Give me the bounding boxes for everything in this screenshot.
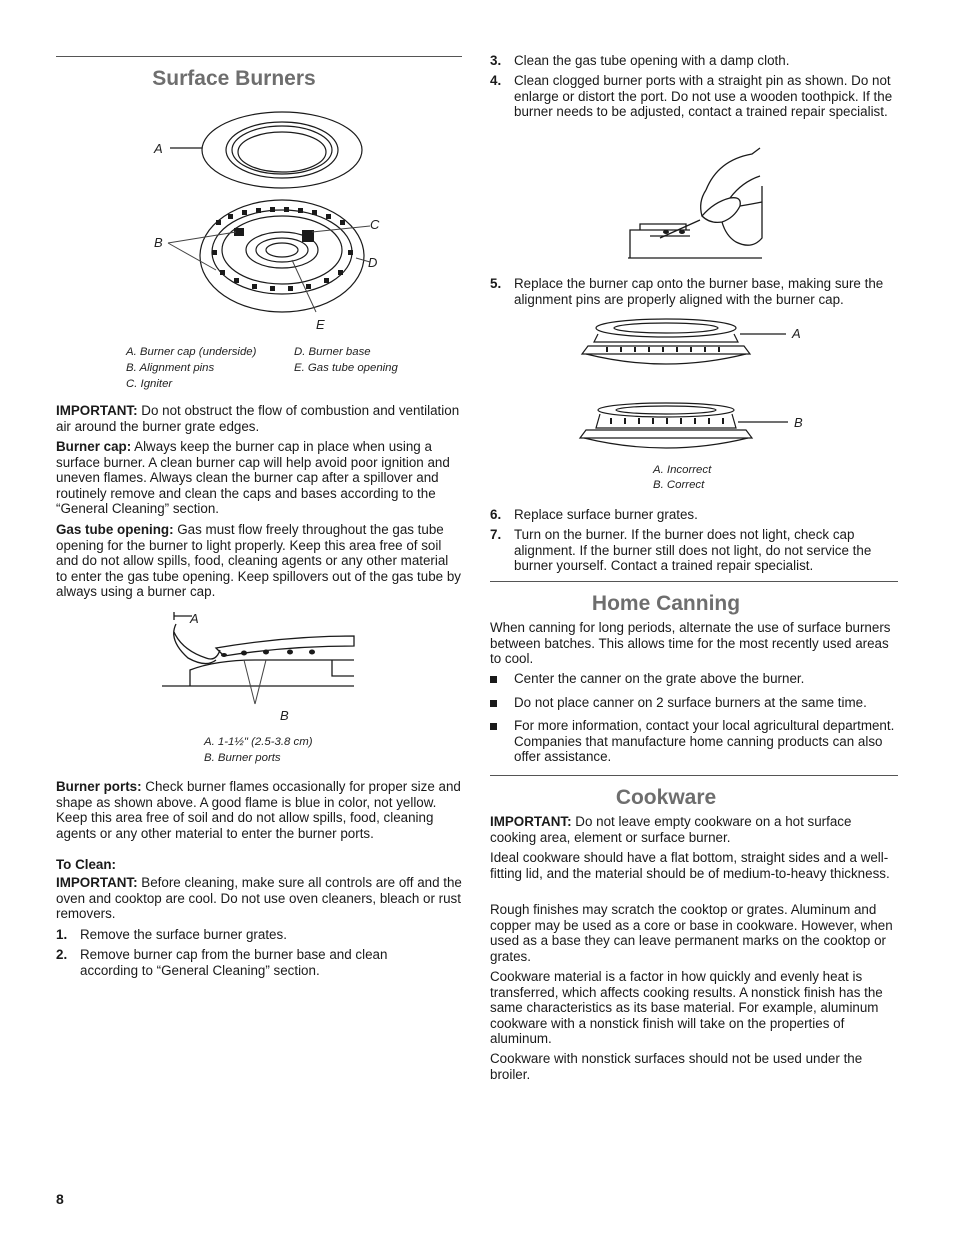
bullet-icon xyxy=(490,723,497,730)
section-divider xyxy=(56,56,462,57)
section-title-cookware: Cookware xyxy=(615,786,717,809)
cookware-paragraph: Rough finishes may scratch the cooktop or grates. Aluminum and copper may be used as a core or base in cookware. However, when used as a base they can leave permanent marks on the cooktop or grates. xyxy=(490,902,893,964)
figure-label-d: D xyxy=(368,255,378,270)
section-title-home-canning: Home Canning xyxy=(591,592,741,615)
to-clean-important: IMPORTANT: Before cleaning, make sure all controls are off and the oven and cooktop are cool. Do not use oven cleaners, bleach or rust removers. xyxy=(56,875,462,922)
cap-alignment-illustration xyxy=(490,312,898,462)
cookware-paragraph: Cookware material is a factor in how quickly and evenly heat is transferred, which affects cooking results. A nonstick finish has the same characteristics as its base material. For example, aluminum cookware with a nonstick finish will take on the properties of aluminum. xyxy=(490,969,883,1047)
burner-flame-illustration xyxy=(56,610,462,710)
gas-tube-paragraph: Gas tube opening: Gas must flow freely throughout the gas tube opening for the burner to light properly. Keep this area free of soil and do not allow spills, food, cleaning agents or any other material to enter the gas tube opening. Keep spillovers out of the gas tube by always using a burner cap. xyxy=(56,522,461,600)
section-divider xyxy=(490,775,898,776)
figure-label-c: C xyxy=(370,217,380,232)
section-divider xyxy=(490,581,898,582)
figure-label-a: A xyxy=(792,326,801,341)
figure-label-a: A xyxy=(190,611,199,626)
figure-label-b: B xyxy=(154,235,163,250)
cookware-important: IMPORTANT: Do not leave empty cookware on a hot surface cooking area, element or surface burner. xyxy=(490,814,852,845)
bullet-icon xyxy=(490,676,497,683)
bullet-icon xyxy=(490,700,497,707)
to-clean-heading: To Clean: xyxy=(56,857,117,872)
pin-cleaning-illustration xyxy=(490,146,898,266)
section-title-surface-burners: Surface Burners xyxy=(152,67,316,90)
burner-assembly-illustration xyxy=(56,100,462,330)
figure-label-b: B xyxy=(794,415,803,430)
figure-label-b: B xyxy=(280,708,289,723)
burner-ports-paragraph: Burner ports: Check burner flames occasionally for proper size and shape as shown above. A good flame is blue in color, not yellow. Keep this area free of soil and do not allow spills, food, cleaning agents or any other material to enter the burner ports. xyxy=(56,779,461,841)
cookware-paragraph: Cookware with nonstick surfaces should not be used under the broiler. xyxy=(490,1051,863,1082)
important-note: IMPORTANT: Do not obstruct the flow of combustion and ventilation air around the burner grate edges. xyxy=(56,403,460,434)
figure-label-e: E xyxy=(316,317,325,332)
burner-cap-paragraph: Burner cap: Always keep the burner cap in place when using a surface burner. A clean burner cap will help avoid poor ignition and uneven flames. Always clean the burner cap after a spillover and routinely remove and clean the caps and bases according to the “General Cleaning” section. xyxy=(56,439,450,517)
home-canning-intro: When canning for long periods, alternate the use of surface burners between batches. This allows time for the most recently used areas to cool. xyxy=(490,620,891,667)
cookware-paragraph: Ideal cookware should have a flat bottom, straight sides and a well-fitting lid, and the material should be of medium-to-heavy thickness. xyxy=(490,850,890,881)
page-number: 8 xyxy=(56,1191,64,1207)
figure-label-a: A xyxy=(154,141,163,156)
